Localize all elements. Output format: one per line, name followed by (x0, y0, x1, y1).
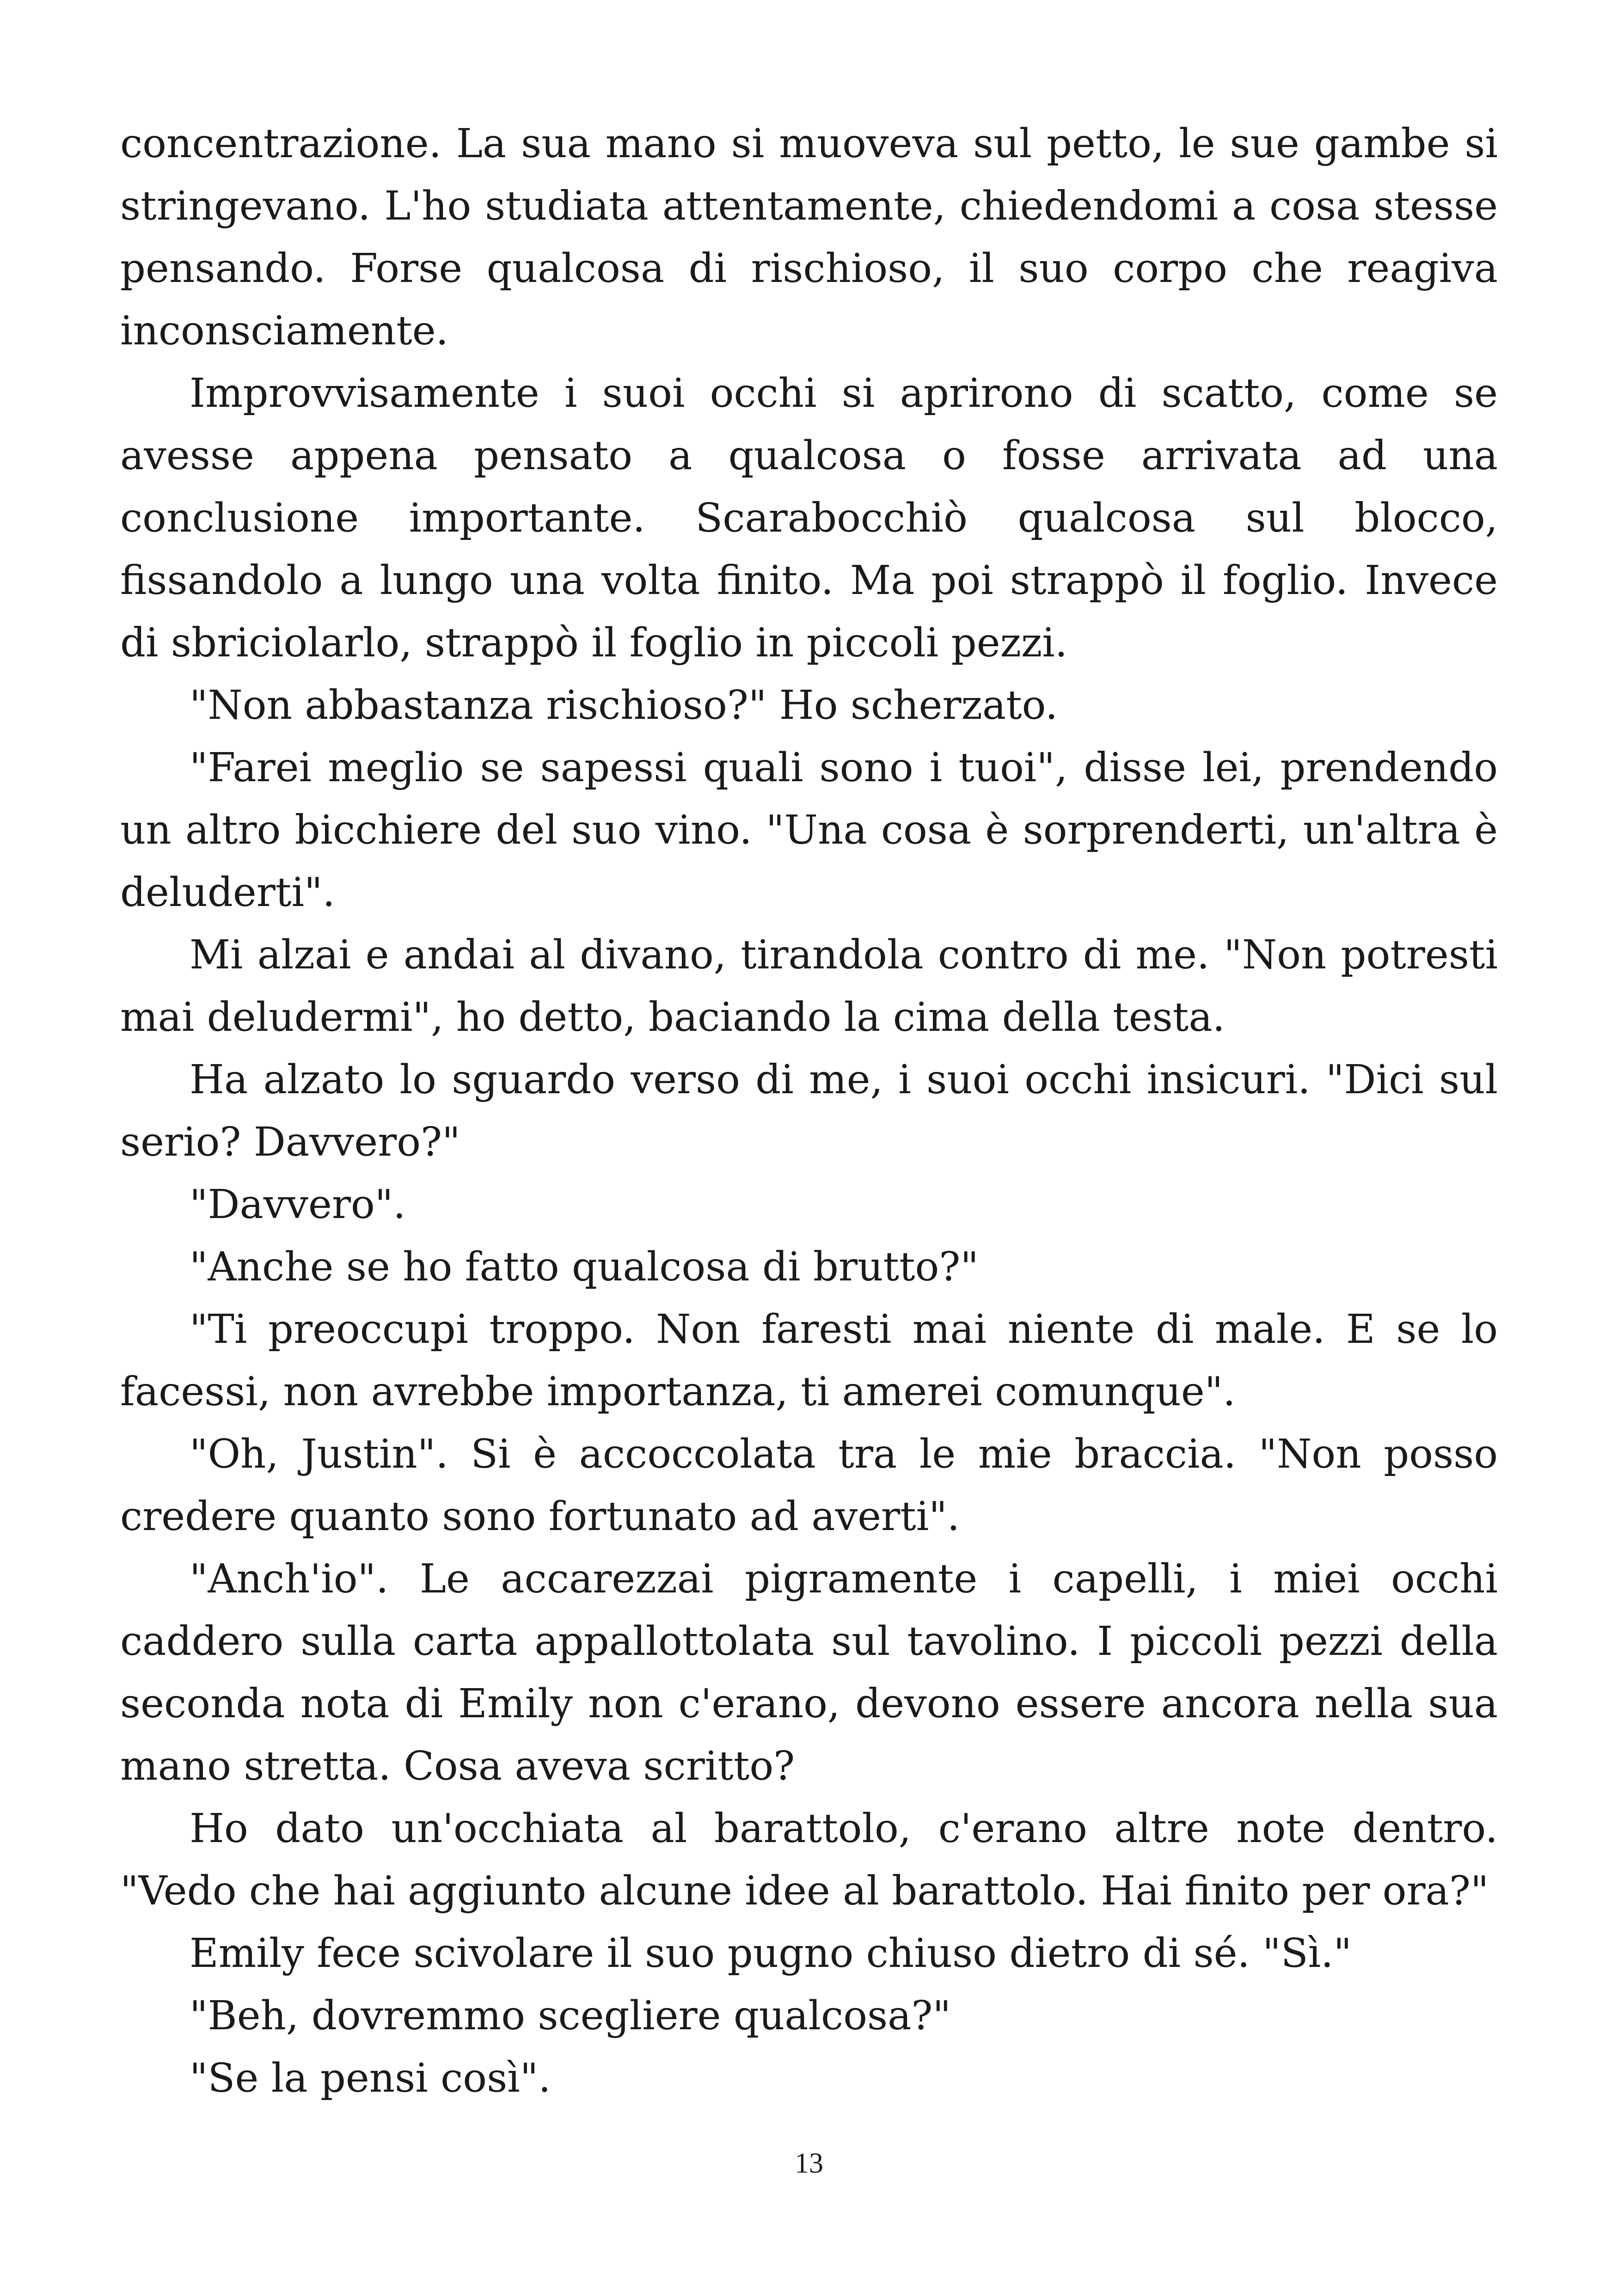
paragraph: "Se la pensi così". (190, 2055, 551, 2101)
paragraph: Ha alzato lo sguardo verso di me, i suoi occhi insicuri. "Dici sul serio? Davvero?" (120, 1057, 1498, 1165)
paragraph: "Beh, dovremmo scegliere qualcosa?" (190, 1993, 951, 2039)
paragraph: Emily fece scivolare il suo pugno chiuso dietro di sé. "Sì." (190, 1930, 1352, 1977)
paragraph: "Oh, Justin". Si è accoccolata tra le mie braccia. "Non posso credere quanto sono fortunato ad averti". (120, 1431, 1498, 1540)
paragraph: "Non abbastanza rischioso?" Ho scherzato. (190, 682, 1058, 729)
paragraph: Ho dato un'occhiata al barattolo, c'erano altre note dentro. "Vedo che hai aggiunto alcune idee al barattolo. Hai finito per ora?" (120, 1806, 1498, 1914)
paragraph: "Farei meglio se sapessi quali sono i tuoi", disse lei, prendendo un altro bicchiere del suo vino. "Una cosa è sorprenderti, un'altra è deluderti". (120, 745, 1498, 916)
paragraph: Mi alzai e andai al divano, tirandola contro di me. "Non potresti mai deludermi", ho detto, baciando la cima della testa. (120, 932, 1498, 1041)
paragraph: "Ti preoccupi troppo. Non faresti mai niente di male. E se lo facessi, non avrebbe importanza, ti amerei comunque". (120, 1306, 1498, 1415)
paragraph: Improvvisamente i suoi occhi si aprirono di scatto, come se avesse appena pensato a qualcosa o fosse arrivata ad una conclusione importante. Scarabocchiò qualcosa sul blocco, fissandolo a lungo una volta finito. Ma poi strappò il foglio. Invece di sbriciolarlo, strappò il foglio in piccoli pezzi. (120, 370, 1498, 666)
paragraph: "Anche se ho fatto qualcosa di brutto?" (190, 1244, 979, 1290)
page-number: 13 (795, 2148, 823, 2179)
body-text (120, 113, 1498, 2110)
paragraph: "Anch'io". Le accarezzai pigramente i capelli, i miei occhi caddero sulla carta appallottolata sul tavolino. I piccoli pezzi della seconda nota di Emily non c'erano, devono essere ancora nella sua mano stretta. Cosa aveva scritto? (120, 1556, 1498, 1789)
paragraph: "Davvero". (190, 1182, 406, 1228)
paragraph: concentrazione. La sua mano si muoveva sul petto, le sue gambe si stringevano. L'ho studiata attentamente, chiedendomi a cosa stesse pensando. Forse qualcosa di rischioso, il suo corpo che reagiva inconsciamente. (120, 121, 1498, 354)
